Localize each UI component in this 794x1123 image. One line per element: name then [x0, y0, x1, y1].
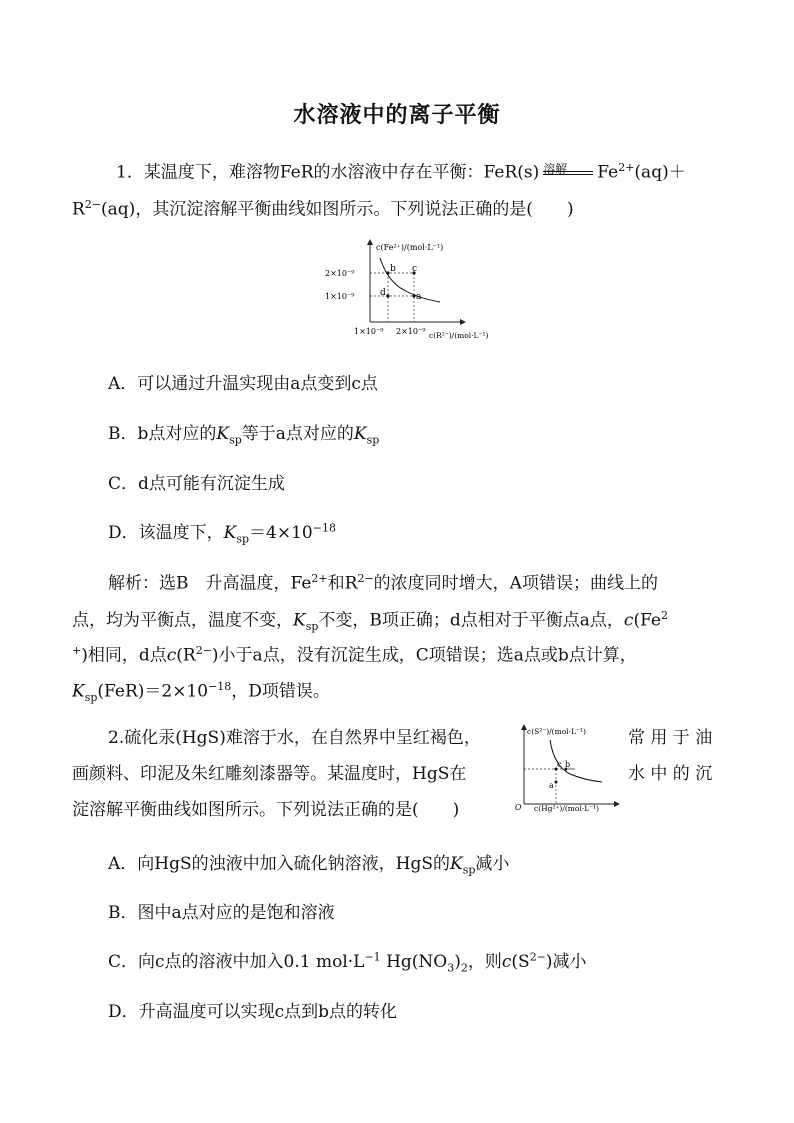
q2-option-c: C．向c点的溶液中加入0.1 $mol\cdot L^{-1}$ $Hg(NO_3)_2$，则$c(S^{2-})$减小	[108, 950, 587, 975]
q1-solubility-curve-figure	[322, 238, 508, 340]
q2-stem-line2-left: 画颜料、印泥及朱红雕刻漆器等。某温度时，HgS在	[72, 764, 467, 784]
q2-stem-line2-right: 水 中 的 沉	[628, 764, 713, 784]
q2-point-a-label: a	[549, 781, 554, 790]
q2-option-b: B．图中a点对应的是饱和溶液	[108, 903, 335, 923]
q1-option-d: D．该温度下，$K_{sp}=4\times 10^{-18}$	[108, 521, 336, 546]
q2-solubility-curve-figure	[512, 722, 622, 814]
q1-point-a-label: a	[416, 292, 422, 302]
q1-stem-line1: 1．某温度下，难溶物FeR的水溶液中存在平衡：FeR(s) 溶解 $Fe^{2+}(aq)+$	[116, 161, 686, 183]
q1-point-b-label: b	[390, 264, 396, 274]
q2-x-axis-label: c(Hg²⁺)/(mol·L⁻¹)	[534, 804, 600, 813]
q2-option-a: A．向HgS的浊液中加入硫化钠溶液，HgS的$K_{sp}$减小	[108, 854, 510, 877]
q1-point-d-label: d	[380, 288, 386, 298]
q1-x-tick-1e-9: 1×10⁻⁹	[354, 327, 384, 336]
q2-point-c-label: c	[557, 760, 562, 769]
q2-stem-line1-left: 2.硫化汞(HgS)难溶于水，在自然界中呈红褐色，	[108, 728, 481, 748]
q1-analysis-line1: 解析：选B 升高温度，$Fe^{2+}$和$R^{2-}$的浓度同时增大，A项错误；曲线上的	[108, 572, 658, 594]
q1-stem-line2: $R^{2-}(aq)$，其沉淀溶解平衡曲线如图所示。下列说法正确的是( )	[72, 198, 574, 220]
q1-point-c-label: c	[412, 264, 418, 274]
q2-point-b-label: b	[565, 760, 571, 769]
q2-origin-label: O	[515, 803, 522, 812]
q1-option-c: C．d点可能有沉淀生成	[108, 474, 285, 494]
q1-x-tick-2e-9: 2×10⁻⁹	[396, 327, 426, 336]
equilibrium-arrow: 溶解	[539, 162, 597, 184]
q2-stem-line3: 淀溶解平衡曲线如图所示。下列说法正确的是( )	[72, 800, 460, 820]
q1-y-tick-1e-9: 1×10⁻⁹	[325, 292, 355, 301]
q2-y-axis-label: c(S²⁻)/(mol·L⁻¹)	[527, 727, 586, 736]
q1-option-a: A．可以通过升温实现由a点变到c点	[108, 374, 378, 394]
q1-y-tick-2e-9: 2×10⁻⁹	[325, 269, 355, 278]
q1-analysis-line4: $K_{sp}(FeR)=2\times 10^{-18}$，D项错误。	[72, 680, 330, 705]
q1-y-axis-label: c(Fe²⁺)/(mol·L⁻¹)	[376, 243, 444, 252]
q2-point-a-mark	[555, 781, 558, 784]
q2-option-d: D．升高温度可以实现c点到b点的转化	[108, 1002, 398, 1022]
q1-analysis-line3: +)相同，d点$c(R^{2-})$小于a点，没有沉淀生成，C项错误；选a点或b点计算，	[72, 644, 637, 666]
q2-stem-line1-right: 常 用 于 油	[628, 728, 713, 748]
page-title: 水溶液中的离子平衡	[293, 102, 501, 128]
q1-option-b: B．b点对应的$K_{sp}$等于a点对应的$K_{sp}$	[108, 424, 380, 447]
q1-point-d-mark	[386, 294, 389, 297]
q1-analysis-line2: 点，均为平衡点，温度不变，$K_{sp}$不变，B项正确；d点相对于平衡点a点，c(Fe$^2$	[72, 609, 668, 634]
q1-x-axis-label: c(R²⁻)/(mol·L⁻¹)	[429, 331, 489, 340]
